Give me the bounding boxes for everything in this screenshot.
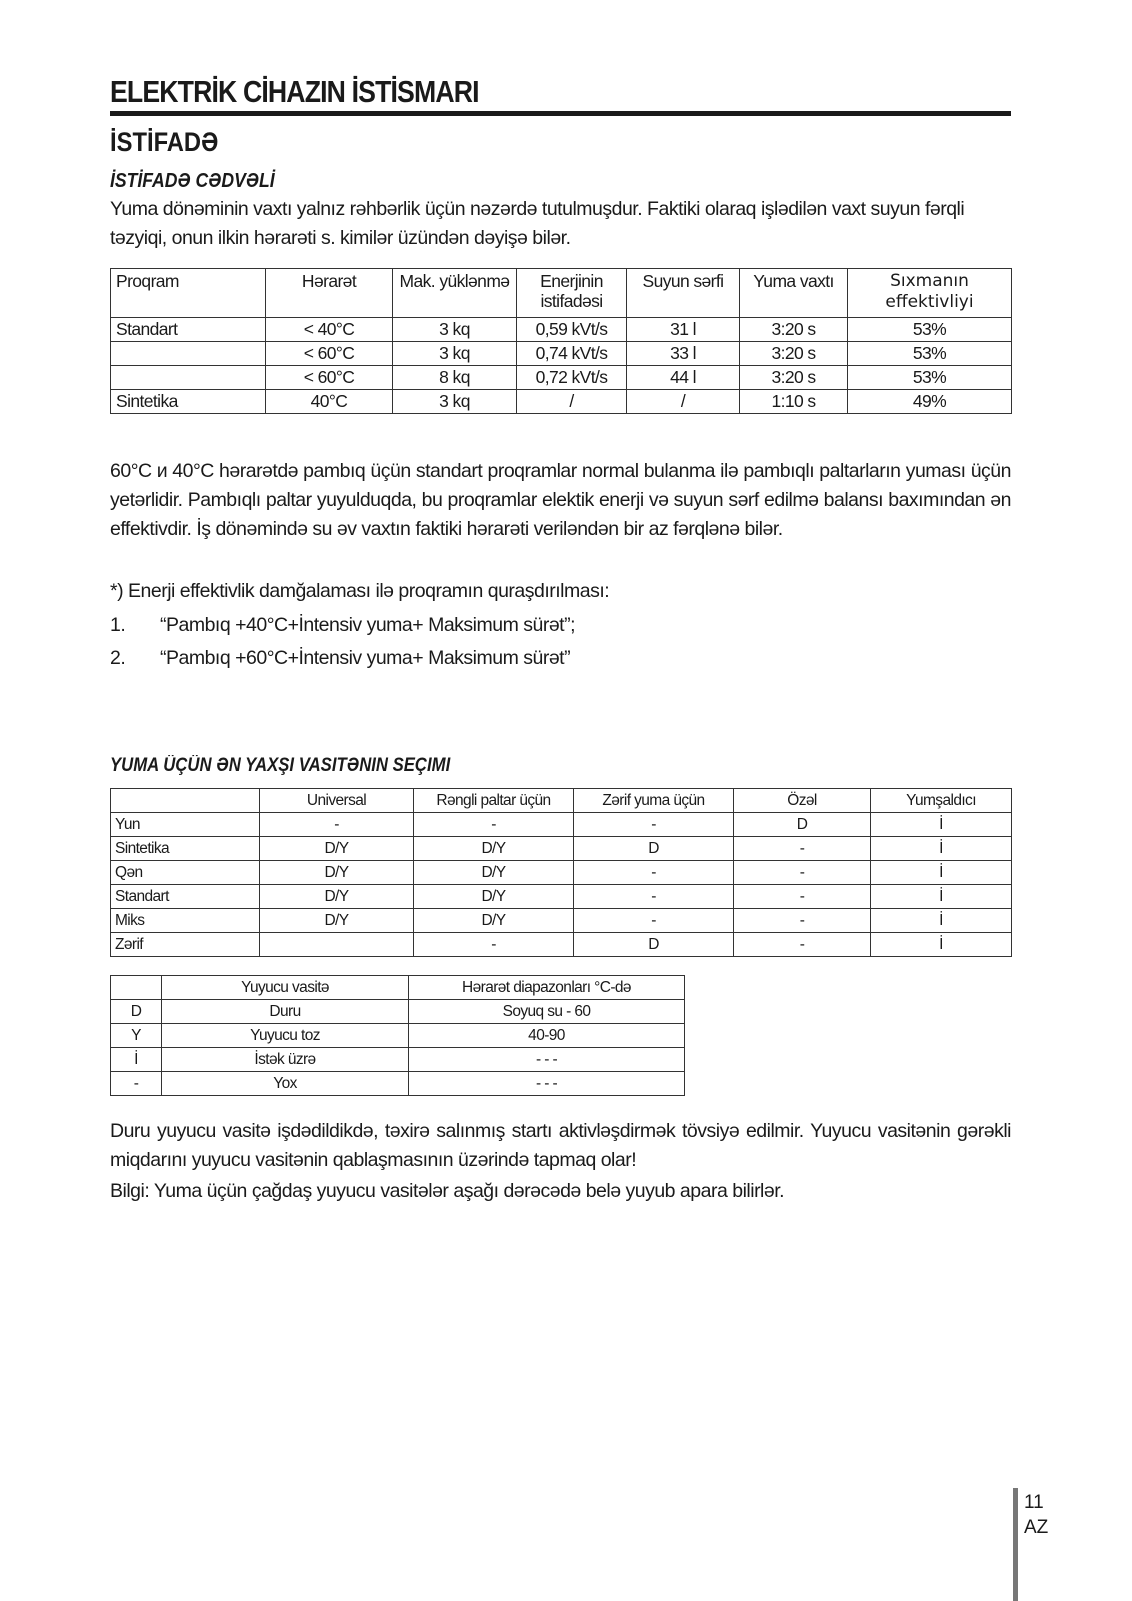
table-cell: - — [734, 861, 871, 885]
intro-line-1: Yuma dönəminin vaxtı yalnız rəhbərlik üçün nəzərdə tutulmuşdur. Faktiki olaraq işlədilən vaxt suyun fərqli — [110, 198, 965, 220]
table-cell: Duru — [162, 1000, 409, 1024]
table-cell: 40°C — [266, 390, 393, 414]
header-cell: Hərarət — [266, 269, 393, 318]
page-title: ELEKTRİK CİHAZIN İSTİSMARI — [110, 74, 479, 109]
table-row — [111, 342, 1012, 366]
table-cell: Y — [111, 1024, 162, 1048]
closing-paragraph: Duru yuyucu vasitə işdədildikdə, təxirə salınmış startı aktivləşdirmək tövsiyə edilmir. Yuyucu vasitənin gərəkli miqdarını yuyucu vasitənin qablaşmasının üzərində tapmaq olar! — [110, 1120, 1011, 1171]
table-cell: Standart — [111, 318, 266, 342]
table-cell: D/Y — [260, 861, 414, 885]
detergent-table-header — [111, 789, 1012, 813]
table-cell: İ — [871, 909, 1012, 933]
table-cell — [111, 366, 266, 390]
header-cell — [111, 789, 260, 813]
table-cell: 3:20 s — [740, 366, 848, 390]
detergent-table — [110, 788, 1012, 957]
table-cell: - — [734, 909, 871, 933]
table-cell: Miks — [111, 909, 260, 933]
table-cell: Qən — [111, 861, 260, 885]
table-cell: - - - — [409, 1048, 685, 1072]
table-cell: İ — [871, 837, 1012, 861]
table-cell: - — [414, 813, 574, 837]
table-cell: - — [734, 933, 871, 957]
table-cell: D — [574, 837, 734, 861]
table-row — [111, 861, 1012, 885]
table-cell: - — [111, 1072, 162, 1096]
table-cell: D/Y — [414, 837, 574, 861]
table-cell: 53% — [848, 366, 1012, 390]
table-row — [111, 909, 1012, 933]
header-cell: Zərif yuma üçün — [574, 789, 734, 813]
table-cell: 3:20 s — [740, 318, 848, 342]
table-cell: < 60°C — [266, 342, 393, 366]
table-cell: - — [574, 909, 734, 933]
table-cell: İ — [871, 861, 1012, 885]
header-cell: Yuma vaxtı — [740, 269, 848, 318]
table-cell: İ — [871, 813, 1012, 837]
table-cell: D/Y — [414, 909, 574, 933]
table-cell: - — [734, 837, 871, 861]
table-cell: D/Y — [414, 885, 574, 909]
header-cell: Mak. yüklənmə — [393, 269, 517, 318]
table-cell: D/Y — [414, 861, 574, 885]
intro-line-2: təzyiqi, onun ilkin hərarəti s. kimilər üzündən dəyişə bilər. — [110, 227, 571, 249]
legend-table — [110, 975, 685, 1096]
table-cell: Sintetika — [111, 837, 260, 861]
table-cell: 3 kq — [393, 342, 517, 366]
header-cell: Enerjinin istifadəsi — [517, 269, 627, 318]
header-cell: Hərarət diapazonları °C-də — [409, 976, 685, 1000]
detergent-section-title: YUMA ÜÇÜN ƏN YAXŞI VASITƏNIN SEÇIMI — [110, 755, 451, 776]
table-row — [111, 366, 1012, 390]
page-number-value: 11 — [1024, 1492, 1044, 1513]
table-cell: D/Y — [260, 837, 414, 861]
list-number: 2. — [110, 647, 126, 669]
standard-programs-paragraph: 60°C и 40°C hərarətdə pambıq üçün standart proqramlar normal bulanma ilə pambıqlı paltarların yuması üçün yetərlidir. Pambıqlı paltar yuyulduqda, bu proqramlar elektik enerji və suyun sərf edilmə balansı baxımından ən effektivdir. İş dönəmində su əv vaxtın faktiki hərarəti veriləndən bir az fərqlənə bilər. — [110, 460, 1011, 540]
table-cell: Standart — [111, 885, 260, 909]
table-cell: D — [574, 933, 734, 957]
table-cell: 44 l — [627, 366, 740, 390]
usage-table-header — [111, 269, 1012, 318]
table-cell: < 60°C — [266, 366, 393, 390]
table-row — [111, 837, 1012, 861]
legend-table-header — [111, 976, 685, 1000]
table-cell: D — [111, 1000, 162, 1024]
subsection-title: İSTİFADƏ CƏDVƏLİ — [110, 170, 275, 192]
table-cell: Yun — [111, 813, 260, 837]
table-cell: - — [734, 885, 871, 909]
table-row — [111, 885, 1012, 909]
header-cell: Suyun sərfi — [627, 269, 740, 318]
list-text: “Pambıq +40°C+İntensiv yuma+ Maksimum sürət”; — [160, 614, 576, 636]
table-row — [111, 318, 1012, 342]
section-title: İSTİFADƏ — [110, 127, 219, 157]
table-cell: - — [574, 813, 734, 837]
page-edge-bar — [1013, 1488, 1018, 1601]
table-cell: İ — [871, 933, 1012, 957]
table-cell: 53% — [848, 318, 1012, 342]
table-cell: 3 kq — [393, 390, 517, 414]
table-cell: 53% — [848, 342, 1012, 366]
header-cell: Universal — [260, 789, 414, 813]
table-cell: 0,72 kVt/s — [517, 366, 627, 390]
info-line: Bilgi: Yuma üçün çağdaş yuyucu vasitələr aşağı dərəcədə belə yuyub apara bilirlər. — [110, 1180, 785, 1202]
language-code: AZ — [1024, 1517, 1049, 1538]
table-cell: / — [517, 390, 627, 414]
table-row — [111, 390, 1012, 414]
list-text: “Pambıq +60°C+İntensiv yuma+ Maksimum sürət” — [160, 647, 571, 669]
energy-list-item — [110, 614, 575, 637]
table-row — [111, 1072, 685, 1096]
table-row — [111, 1000, 685, 1024]
header-cell — [111, 976, 162, 1000]
table-cell: 33 l — [627, 342, 740, 366]
table-cell: 49% — [848, 390, 1012, 414]
table-cell: 3:20 s — [740, 342, 848, 366]
table-cell: - - - — [409, 1072, 685, 1096]
table-cell: 8 kq — [393, 366, 517, 390]
header-cell: Yuyucu vasitə — [162, 976, 409, 1000]
table-cell: D/Y — [260, 909, 414, 933]
table-cell: 31 l — [627, 318, 740, 342]
list-number: 1. — [110, 614, 126, 636]
header-cell: Özəl — [734, 789, 871, 813]
table-cell — [111, 342, 266, 366]
table-cell: 0,74 kVt/s — [517, 342, 627, 366]
table-cell: 1:10 s — [740, 390, 848, 414]
table-cell: 3 kq — [393, 318, 517, 342]
table-cell: İstək üzrə — [162, 1048, 409, 1072]
header-cell: Yumşaldıcı — [871, 789, 1012, 813]
table-cell: - — [574, 861, 734, 885]
energy-note: *) Enerji effektivlik damğalaması ilə proqramın quraşdırılması: — [110, 580, 610, 602]
table-cell: - — [414, 933, 574, 957]
header-cell: Sıxmanın effektivliyi — [848, 269, 1012, 318]
table-cell: 40-90 — [409, 1024, 685, 1048]
table-cell: - — [574, 885, 734, 909]
table-cell: - — [260, 813, 414, 837]
table-cell: D/Y — [260, 885, 414, 909]
table-cell: Soyuq su - 60 — [409, 1000, 685, 1024]
table-row — [111, 1048, 685, 1072]
table-row — [111, 813, 1012, 837]
usage-table — [110, 268, 1012, 414]
table-cell: Sintetika — [111, 390, 266, 414]
table-cell: İ — [871, 885, 1012, 909]
page-number — [1024, 1490, 1048, 1540]
table-cell: 0,59 kVt/s — [517, 318, 627, 342]
header-cell: Proqram — [111, 269, 266, 318]
header-cell: Rəngli paltar üçün — [414, 789, 574, 813]
energy-list-item — [110, 647, 570, 670]
table-cell: / — [627, 390, 740, 414]
table-cell — [260, 933, 414, 957]
table-cell: İ — [111, 1048, 162, 1072]
table-cell: D — [734, 813, 871, 837]
table-cell: Yox — [162, 1072, 409, 1096]
table-row — [111, 933, 1012, 957]
table-row — [111, 1024, 685, 1048]
title-underline — [110, 111, 1011, 116]
table-cell: Yuyucu toz — [162, 1024, 409, 1048]
table-cell: Zərif — [111, 933, 260, 957]
table-cell: < 40°C — [266, 318, 393, 342]
